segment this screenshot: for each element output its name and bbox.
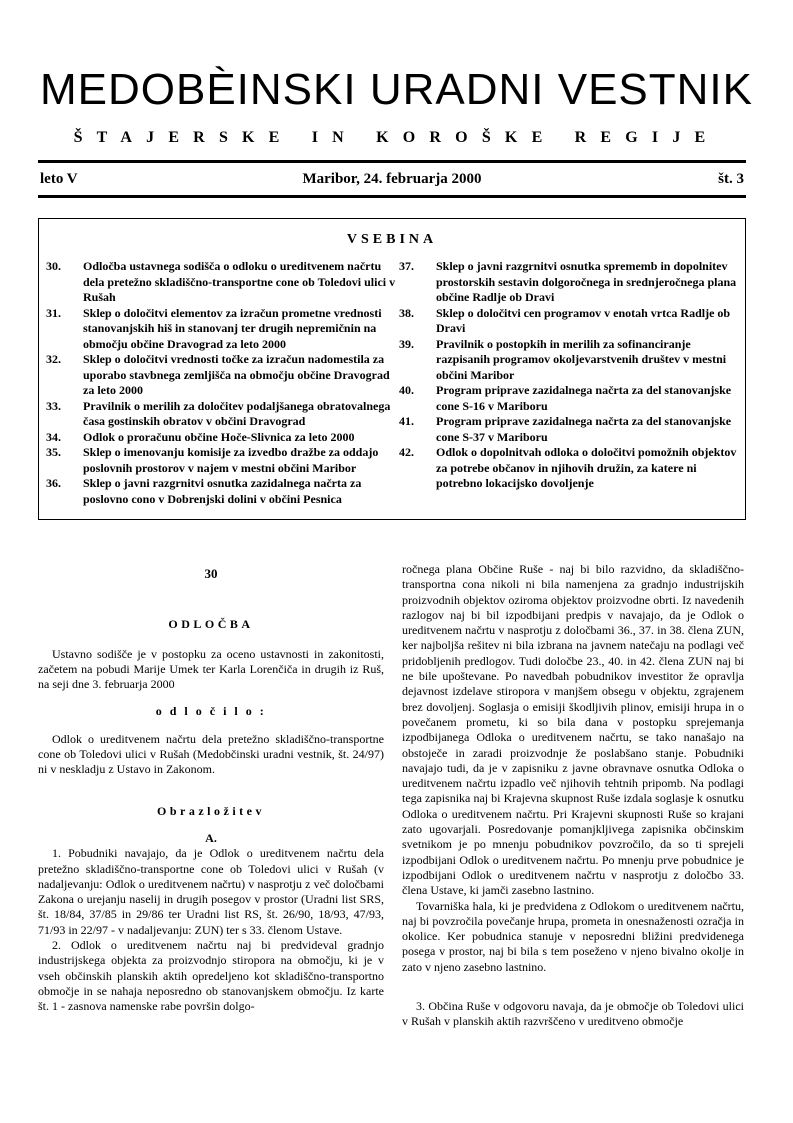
masthead-subtitle: ŠTAJERSKE IN KOROŠKE REGIJE	[73, 129, 720, 146]
toc-item-number: 31.	[46, 305, 61, 320]
toc-item-number: 38.	[399, 305, 414, 320]
toc-item-number: 30.	[46, 259, 61, 273]
toc-item[interactable]	[399, 259, 737, 306]
issue-year: leto V	[40, 171, 78, 187]
decision-paragraph: Odlok o ureditvenem načrtu dela pretežno skladiščno-transportne cone ob Toledovi ulici v Rušah (Medobčinski uradni vestnik, št. 24/97) ni v neskladju z Ustavo in Zakonom.	[38, 731, 384, 777]
body-right-column	[402, 562, 744, 1030]
toc-item-number: 33.	[46, 398, 61, 413]
toc-item-title: Sklep o imenovanju komisije za izvedbo dražbe za oddajo poslovnih prostorov v najem v mestni občini Maribor	[83, 445, 379, 475]
issue-date: Maribor, 24. februarja 2000	[302, 171, 482, 187]
spacer	[38, 819, 384, 831]
toc-item-title: Pravilnik o postopkih in merilih za sofinanciranje razpisanih programov okoljevarstvenih društev v mestni občini Maribor	[436, 336, 727, 382]
paragraph: ročnega plana Občine Ruše - naj bi bilo razvidno, da skladiščno-transportna cona nikoli ni bila namenjena za gradnjo industrijskih proizvodnih objektov oziroma objektov proizvodne obrti. Iz navedenih razlogov naj bi bil izpodbijani predpis v navajajo, da je Odlok o ureditvenem načrtu v nasprotju z določbami 36., 37. in 38. člena ZUN, ker najboljša rešitev ni bila izbrana na javnem natečaju na podlagi več pridobljenih predlogov. Tudi določbe 23., 40. in 42. člena ZUN naj bi ne bile upoštevane. Po navedbah pobudnikov investitor že opravlja dejavnost izdelave stiropora v manjšem obsegu v objektu, zgrajenem brez dovoljenj. Soglasja o emisiji škodljivih plinov, emisiji hrupa in o povečanem prometu, ki so bila dana v postopku sprejemanja izpodbijanega Odloka o ureditvenem načrtu, se tako nanašajo na obstoječe in zaradi proizvodnje že poslabšano stanje. Pobudniki navajajo tudi, da je v zapisniku z javne obravnave osnutka Odloka o ureditvenem načrtu izpadlo več njihovih tehtnih pripomb. Na podlagi tega zapisnika naj bi Krajevna skupnost Ruše izdala soglasje k osnutku Odloka o ureditvenem načrtu. Pri Krajevni skupnosti Ruše so krajani zato ugovarjali. Posredovanje pomanjkljivega zapisnika občinskim svetnikom je po mnenju pobudnikov povzročilo, da so ti sprejeli izpodbijani Odlok o ureditvenem načrtu. Po mnenju prve pobudnice je izpodbijani Odlok o ureditvenem načrtu v nasprotju z določbo 33. člena Ustave, ki jamči zasebno lastnino.	[402, 562, 744, 898]
paragraph: 1. Pobudniki navajajo, da je Odlok o ureditvenem načrtu dela pretežno skladiščno-transportne cone ob Toledovi ulici v Rušah (v nadaljevanju: Odlok o ureditvenem načrtu) v nasprotju z več določbami Zakona o urejanju naselij in drugih posegov v prostor (Uradni list SRS, št. 18/84, 37/85 in 29/86 ter Uradni list RS, št. 26/90, 18/93, 47/93, 71/93 in 22/97 - v nadaljevanju: ZUN) ter s 33. členom Ustave.	[38, 846, 384, 937]
toc-item-title: Sklep o določitvi elementov za izračun prometne vrednosti stanovanjskih hiš in stanovanj ter drugih nepremičnin na območju občine Dravograd za leto 2000	[83, 305, 382, 351]
header-rule-bottom	[38, 195, 746, 198]
toc-item-title: Program priprave zazidalnega načrta za del stanovanjske cone S-37 v Mariboru	[436, 414, 732, 444]
body-left-column	[38, 562, 384, 1015]
paragraph: 3. Občina Ruše v odgovoru navaja, da je območje ob Toledovi ulici v Rušah v planskih aktih razvrščeno v ureditveno območje	[402, 999, 744, 1029]
toc-item[interactable]	[46, 306, 396, 353]
toc-item-title: Odlok o proračunu občine Hoče-Slivnica za leto 2000	[83, 429, 355, 444]
spacer	[38, 633, 384, 647]
spacer	[38, 692, 384, 704]
toc-left-column	[46, 259, 396, 507]
spacer	[38, 720, 384, 732]
toc-item-number: 36.	[46, 476, 61, 490]
toc-item-number: 35.	[46, 445, 61, 459]
toc-item-title: Program priprave zazidalnega načrta za del stanovanjske cone S-16 v Mariboru	[436, 383, 732, 413]
spacer	[402, 975, 744, 999]
toc-item[interactable]	[399, 414, 737, 445]
toc-item[interactable]	[399, 306, 737, 337]
document-type-heading: ODLOČBA	[168, 617, 254, 632]
toc-item-title: Odlok o dopolnitvah odloka o določitvi pomožnih objektov za potrebe občanov in njihovih družin, za katere ni potrebno lokacijsko dovoljenje	[436, 445, 737, 490]
toc-item-title: Sklep o določitvi cen programov v enotah vrtca Radlje ob Dravi	[436, 305, 731, 335]
toc-item[interactable]	[46, 259, 396, 306]
toc-item-number: 37.	[399, 259, 414, 273]
toc-item[interactable]	[46, 445, 396, 476]
issue-number: št. 3	[718, 171, 744, 187]
toc-item[interactable]	[46, 399, 396, 430]
toc-item-number: 40.	[399, 383, 414, 397]
toc-heading: VSEBINA	[346, 232, 438, 247]
toc-item-title: Sklep o javni razgrnitvi osnutka sprememb in dopolnitev prostorskih sestavin dolgoročnega in srednjeročnega plana občine Radlje ob Dravi	[436, 259, 737, 304]
toc-right-column	[399, 259, 737, 492]
toc-item[interactable]	[399, 445, 737, 492]
toc-item[interactable]	[399, 337, 737, 384]
table-of-contents	[38, 218, 746, 520]
toc-item-title: Sklep o določitvi vrednosti točke za izračun nadomestila za uporabo stavbnega zemljišča na območju občine Dravograd za leto 2000	[83, 352, 390, 397]
reasoning-heading: Obrazložitev	[157, 803, 265, 818]
toc-item[interactable]	[399, 383, 737, 414]
toc-item-title: Pravilnik o merilih za določitev podaljšanega obratovalnega časa gostinskih obratov v občini Dravograd	[83, 398, 391, 428]
masthead-title: MEDOBÈINSKI URADNI VESTNIK	[39, 65, 753, 114]
toc-item-title: Odločba ustavnega sodišča o odloku o ureditvenem načrtu dela pretežno skladiščno-transportne cone ob Toledovi ulici v Rušah	[83, 259, 396, 304]
toc-item-number: 42.	[399, 445, 414, 459]
paragraph: 2. Odlok o ureditvenem načrtu naj bi predvideval gradnjo industrijskega objekta za proizvodnjo stiropora na območju, ki je v vseh občinskih planskih aktih opredeljeno kot skladiščno-transportno območje in se nahaja neposredno ob stanovanjskem območju. Iz karte št. 1 - zasnova namenske rabe površin dolgo-	[38, 938, 384, 1014]
paragraph: Tovarniška hala, ki je predvidena z Odlokom o ureditvenem načrtu, naj bi povzročila povečanje hrupa, prometa in onesnaženosti ozračja in okolice. Ker pobudnica stanuje v neposredni bližini predvidenega posega v prostor, naj bi bila s tem poseženo v njeno bivalno okolje in zato v njeno zasebno lastnino.	[402, 898, 744, 974]
article-number: 30	[204, 566, 218, 581]
intro-paragraph: Ustavno sodišče je v postopku za oceno ustavnosti in zakonitosti, začetem na pobudi Marije Umek ter Karla Lorenčiča in drugih iz Ruš, na seji dne 3. februarja 2000	[38, 646, 384, 692]
spacer	[38, 581, 384, 617]
toc-item-number: 34.	[46, 429, 61, 444]
toc-item-number: 39.	[399, 336, 414, 351]
toc-item-number: 41.	[399, 414, 414, 428]
toc-item-title: Sklep o javni razgrnitvi osnutka zazidalnega načrta za poslovno cono v Dobrenjski dolini v občini Pesnica	[83, 476, 362, 506]
header-rule-top	[38, 160, 746, 163]
decided-heading: o d l o č i l o :	[155, 704, 267, 719]
toc-item[interactable]	[46, 430, 396, 446]
toc-item-number: 32.	[46, 352, 61, 366]
toc-item[interactable]	[46, 476, 396, 507]
toc-item[interactable]	[46, 352, 396, 399]
section-heading: A.	[205, 830, 217, 845]
spacer	[38, 778, 384, 804]
